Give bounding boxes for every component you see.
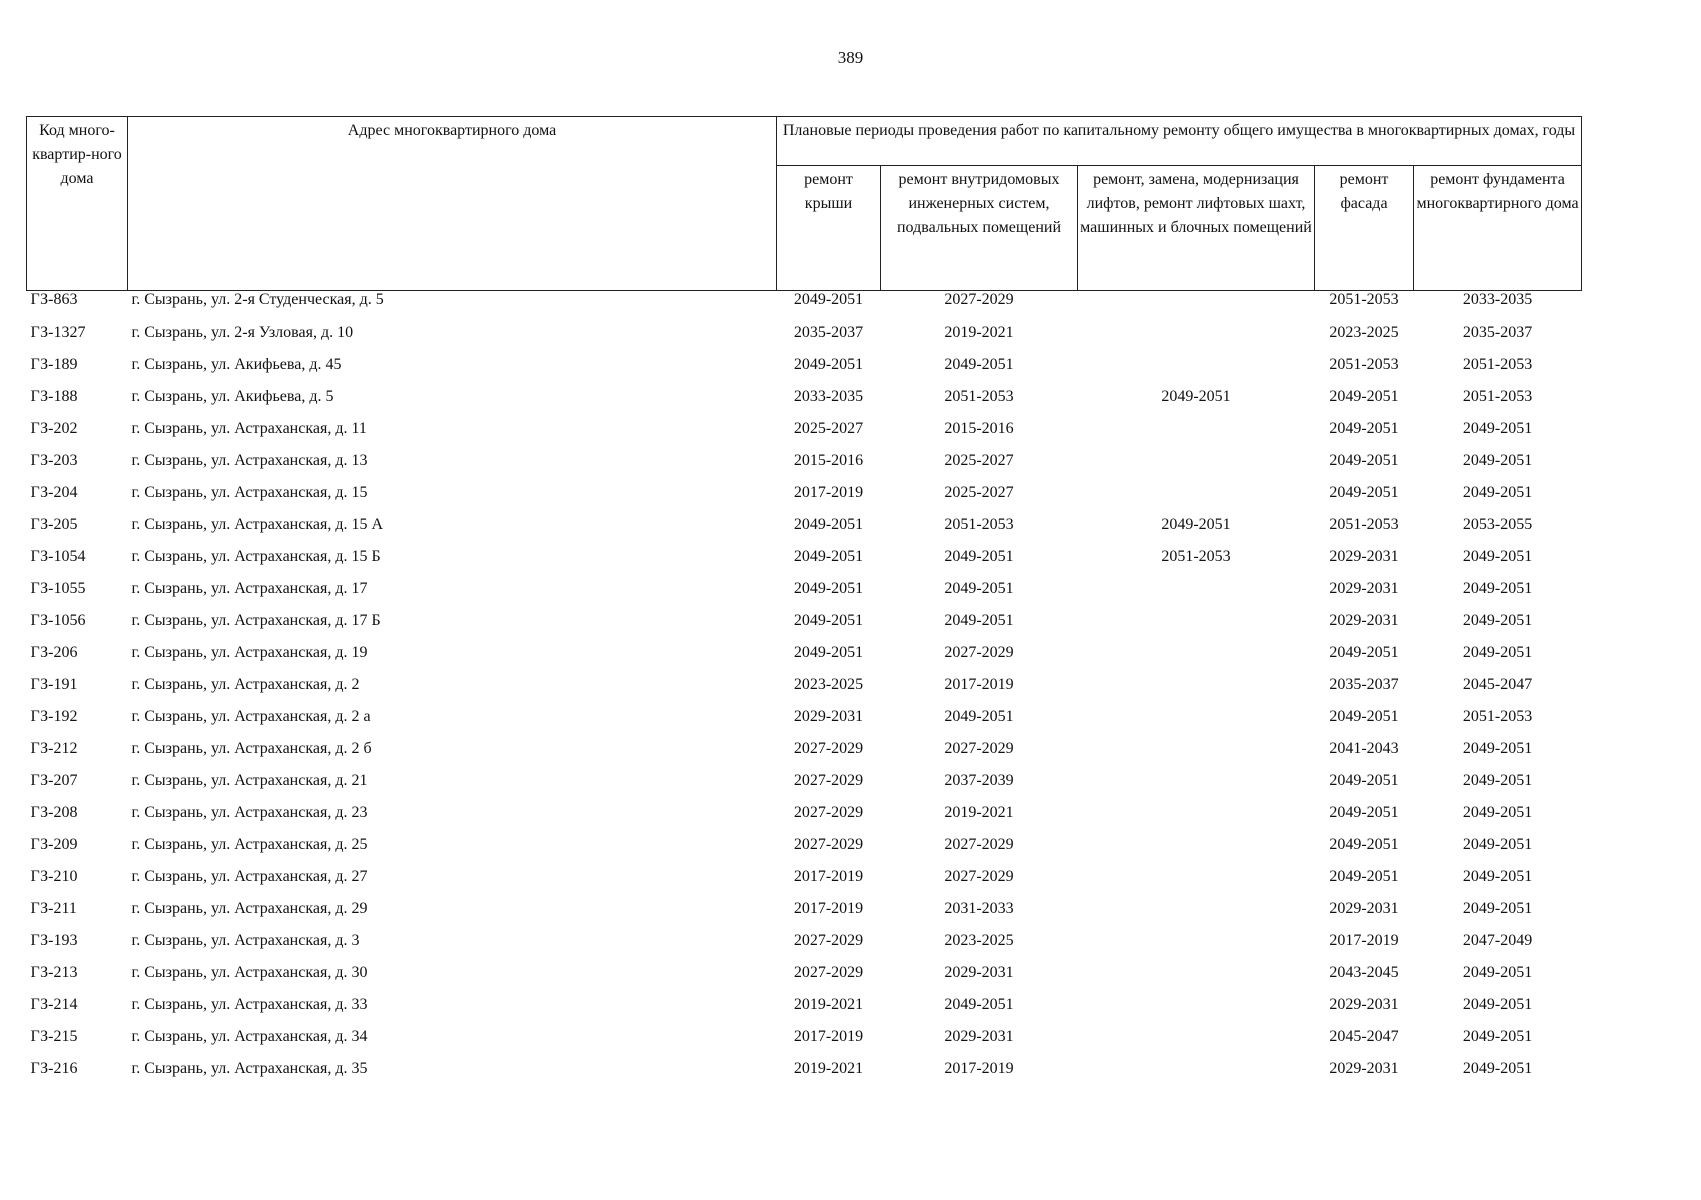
cell-elevators — [1078, 989, 1315, 1021]
cell-facade: 2049-2051 — [1329, 836, 1399, 853]
cell-address: г. Сызрань, ул. Астраханская, д. 33 — [131, 996, 368, 1013]
cell-code: ГЗ-212 — [30, 740, 78, 757]
table-row — [27, 765, 1582, 797]
cell-roof: 2019-2021 — [793, 996, 864, 1013]
cell-engineering: 2049-2051 — [944, 548, 1014, 565]
cell-address: г. Сызрань, ул. Акифьева, д. 45 — [131, 356, 342, 373]
cell-foundation: 2051-2053 — [1462, 708, 1533, 725]
cell-facade: 2051-2053 — [1329, 291, 1399, 308]
cell-engineering: 2025-2027 — [944, 452, 1014, 469]
cell-engineering: 2049-2051 — [944, 612, 1014, 629]
cell-engineering: 2049-2051 — [944, 996, 1014, 1013]
cell-code: ГЗ-204 — [30, 484, 78, 501]
cell-facade: 2051-2053 — [1329, 516, 1399, 533]
cell-roof: 2049-2051 — [793, 548, 864, 565]
cell-elevators — [1078, 605, 1315, 637]
cell-code: ГЗ-1327 — [30, 324, 86, 341]
cell-code: ГЗ-203 — [30, 452, 78, 469]
cell-roof: 2033-2035 — [793, 388, 864, 405]
table-row — [27, 477, 1582, 509]
table-row — [27, 989, 1582, 1021]
cell-elevators — [1078, 733, 1315, 765]
cell-facade: 2049-2051 — [1329, 772, 1399, 789]
table-row — [27, 1053, 1582, 1085]
cell-roof: 2019-2021 — [793, 1060, 864, 1077]
table-body — [27, 291, 1582, 1086]
cell-foundation: 2049-2051 — [1462, 804, 1533, 821]
cell-engineering: 2029-2031 — [944, 1028, 1014, 1045]
cell-facade: 2029-2031 — [1329, 1060, 1399, 1077]
cell-engineering: 2027-2029 — [944, 868, 1014, 885]
cell-engineering: 2049-2051 — [944, 708, 1014, 725]
cell-foundation: 2053-2055 — [1462, 516, 1533, 533]
cell-facade: 2029-2031 — [1329, 996, 1399, 1013]
cell-roof: 2027-2029 — [793, 772, 864, 789]
cell-address: г. Сызрань, ул. Астраханская, д. 2 — [131, 676, 360, 693]
cell-roof: 2027-2029 — [793, 804, 864, 821]
cell-code: ГЗ-215 — [30, 1028, 78, 1045]
cell-engineering: 2023-2025 — [944, 932, 1014, 949]
cell-elevators — [1078, 1053, 1315, 1085]
cell-elevators — [1078, 669, 1315, 701]
cell-elevators: 2051-2053 — [1161, 548, 1231, 565]
cell-engineering: 2019-2021 — [944, 804, 1014, 821]
cell-foundation: 2049-2051 — [1462, 580, 1533, 597]
cell-roof: 2017-2019 — [793, 900, 864, 917]
table-row — [27, 701, 1582, 733]
cell-foundation: 2049-2051 — [1462, 548, 1533, 565]
header-code: Код много-квартир-ного дома — [27, 117, 128, 291]
table-row — [27, 733, 1582, 765]
header-periods-group: Плановые периоды проведения работ по капитальному ремонту общего имущества в многоквартирных домах, годы — [777, 117, 1582, 166]
cell-code: ГЗ-211 — [30, 900, 77, 917]
cell-facade: 2041-2043 — [1329, 740, 1399, 757]
cell-code: ГЗ-210 — [30, 868, 78, 885]
cell-foundation: 2049-2051 — [1462, 1028, 1533, 1045]
cell-facade: 2051-2053 — [1329, 356, 1399, 373]
cell-roof: 2049-2051 — [793, 356, 864, 373]
cell-facade: 2049-2051 — [1329, 804, 1399, 821]
cell-foundation: 2047-2049 — [1462, 932, 1533, 949]
cell-code: ГЗ-863 — [30, 291, 78, 308]
table-row — [27, 797, 1582, 829]
cell-roof: 2029-2031 — [793, 708, 864, 725]
cell-address: г. Сызрань, ул. Астраханская, д. 35 — [131, 1060, 368, 1077]
table-row — [27, 317, 1582, 349]
cell-roof: 2049-2051 — [793, 580, 864, 597]
cell-foundation: 2051-2053 — [1462, 388, 1533, 405]
cell-code: ГЗ-206 — [30, 644, 78, 661]
header-facade: ремонт фасада — [1315, 166, 1414, 291]
cell-address: г. Сызрань, ул. 2-я Узловая, д. 10 — [131, 324, 354, 341]
cell-code: ГЗ-188 — [30, 388, 78, 405]
cell-address: г. Сызрань, ул. Астраханская, д. 17 Б — [131, 612, 381, 629]
cell-address: г. Сызрань, ул. Астраханская, д. 11 — [131, 420, 367, 437]
cell-engineering: 2049-2051 — [944, 580, 1014, 597]
cell-roof: 2027-2029 — [793, 932, 864, 949]
cell-facade: 2017-2019 — [1329, 932, 1399, 949]
cell-address: г. Сызрань, ул. Астраханская, д. 19 — [131, 644, 368, 661]
cell-facade: 2035-2037 — [1329, 676, 1399, 693]
cell-code: ГЗ-192 — [30, 708, 78, 725]
table-row — [27, 509, 1582, 541]
table-row — [27, 861, 1582, 893]
cell-code: ГЗ-214 — [30, 996, 78, 1013]
cell-facade: 2029-2031 — [1329, 548, 1399, 565]
cell-address: г. Сызрань, ул. Астраханская, д. 30 — [131, 964, 368, 981]
cell-elevators: 2049-2051 — [1161, 388, 1231, 405]
cell-address: г. Сызрань, ул. Астраханская, д. 34 — [131, 1028, 368, 1045]
cell-foundation: 2049-2051 — [1462, 612, 1533, 629]
cell-facade: 2029-2031 — [1329, 580, 1399, 597]
cell-address: г. Сызрань, ул. Астраханская, д. 21 — [131, 772, 368, 789]
cell-foundation: 2049-2051 — [1462, 740, 1533, 757]
table-row — [27, 349, 1582, 381]
cell-code: ГЗ-1055 — [30, 580, 86, 597]
cell-engineering: 2029-2031 — [944, 964, 1014, 981]
cell-facade: 2043-2045 — [1329, 964, 1399, 981]
cell-address: г. Сызрань, ул. Астраханская, д. 23 — [131, 804, 368, 821]
cell-elevators — [1078, 829, 1315, 861]
cell-foundation: 2051-2053 — [1462, 356, 1533, 373]
table-row — [27, 573, 1582, 605]
cell-engineering: 2015-2016 — [944, 420, 1014, 437]
cell-address: г. Сызрань, ул. Астраханская, д. 3 — [131, 932, 360, 949]
table-row — [27, 829, 1582, 861]
cell-engineering: 2049-2051 — [944, 356, 1014, 373]
header-engineering: ремонт внутридомовых инженерных систем, подвальных помещений — [881, 166, 1078, 291]
page-number: 389 — [837, 48, 864, 67]
cell-address: г. Сызрань, ул. Астраханская, д. 17 — [131, 580, 368, 597]
cell-code: ГЗ-209 — [30, 836, 78, 853]
cell-code: ГЗ-189 — [30, 356, 78, 373]
cell-engineering: 2031-2033 — [944, 900, 1014, 917]
cell-foundation: 2049-2051 — [1462, 836, 1533, 853]
cell-elevators — [1078, 1021, 1315, 1053]
cell-elevators — [1078, 291, 1315, 318]
cell-address: г. Сызрань, ул. Астраханская, д. 27 — [131, 868, 368, 885]
cell-engineering: 2027-2029 — [944, 291, 1014, 308]
cell-roof: 2049-2051 — [793, 644, 864, 661]
cell-roof: 2049-2051 — [793, 516, 864, 533]
cell-foundation: 2035-2037 — [1462, 324, 1533, 341]
cell-code: ГЗ-208 — [30, 804, 78, 821]
cell-address: г. Сызрань, ул. Астраханская, д. 15 А — [131, 516, 384, 533]
table-row — [27, 291, 1582, 318]
cell-facade: 2049-2051 — [1329, 484, 1399, 501]
cell-elevators — [1078, 317, 1315, 349]
cell-elevators — [1078, 413, 1315, 445]
cell-code: ГЗ-207 — [30, 772, 78, 789]
cell-foundation: 2049-2051 — [1462, 644, 1533, 661]
cell-foundation: 2049-2051 — [1462, 868, 1533, 885]
cell-roof: 2049-2051 — [793, 612, 864, 629]
cell-roof: 2017-2019 — [793, 868, 864, 885]
table-row — [27, 381, 1582, 413]
cell-engineering: 2037-2039 — [944, 772, 1014, 789]
header-address: Адрес многоквартирного дома — [128, 117, 777, 291]
cell-facade: 2049-2051 — [1329, 708, 1399, 725]
cell-elevators — [1078, 477, 1315, 509]
cell-elevators — [1078, 637, 1315, 669]
cell-foundation: 2049-2051 — [1462, 996, 1533, 1013]
cell-address: г. Сызрань, ул. 2-я Студенческая, д. 5 — [131, 291, 384, 308]
cell-elevators — [1078, 349, 1315, 381]
cell-address: г. Сызрань, ул. Астраханская, д. 2 б — [131, 740, 372, 757]
cell-elevators — [1078, 445, 1315, 477]
header-foundation: ремонт фундамента многоквартирного дома — [1414, 166, 1582, 291]
cell-roof: 2027-2029 — [793, 836, 864, 853]
cell-foundation: 2049-2051 — [1462, 772, 1533, 789]
table-row — [27, 1021, 1582, 1053]
cell-facade: 2049-2051 — [1329, 388, 1399, 405]
cell-engineering: 2017-2019 — [944, 1060, 1014, 1077]
cell-code: ГЗ-202 — [30, 420, 78, 437]
cell-foundation: 2049-2051 — [1462, 1060, 1533, 1077]
cell-foundation: 2049-2051 — [1462, 900, 1533, 917]
cell-engineering: 2017-2019 — [944, 676, 1014, 693]
cell-engineering: 2019-2021 — [944, 324, 1014, 341]
cell-facade: 2049-2051 — [1329, 420, 1399, 437]
cell-roof: 2027-2029 — [793, 740, 864, 757]
table-row — [27, 669, 1582, 701]
cell-elevators — [1078, 957, 1315, 989]
cell-engineering: 2051-2053 — [944, 516, 1014, 533]
cell-roof: 2017-2019 — [793, 1028, 864, 1045]
cell-foundation: 2033-2035 — [1462, 291, 1533, 308]
cell-foundation: 2049-2051 — [1462, 452, 1533, 469]
table-row — [27, 637, 1582, 669]
cell-code: ГЗ-205 — [30, 516, 78, 533]
table-row — [27, 925, 1582, 957]
table-header — [27, 117, 1582, 291]
cell-elevators — [1078, 861, 1315, 893]
cell-elevators — [1078, 893, 1315, 925]
cell-code: ГЗ-1054 — [30, 548, 86, 565]
cell-foundation: 2049-2051 — [1462, 484, 1533, 501]
table-row — [27, 893, 1582, 925]
cell-elevators — [1078, 573, 1315, 605]
cell-address: г. Сызрань, ул. Астраханская, д. 15 — [131, 484, 368, 501]
cell-facade: 2049-2051 — [1329, 644, 1399, 661]
cell-foundation: 2045-2047 — [1462, 676, 1533, 693]
cell-address: г. Сызрань, ул. Акифьева, д. 5 — [131, 388, 334, 405]
cell-roof: 2017-2019 — [793, 484, 864, 501]
cell-roof: 2015-2016 — [793, 452, 864, 469]
table-row — [27, 445, 1582, 477]
cell-address: г. Сызрань, ул. Астраханская, д. 25 — [131, 836, 368, 853]
cell-foundation: 2049-2051 — [1462, 964, 1533, 981]
cell-facade: 2049-2051 — [1329, 452, 1399, 469]
cell-foundation: 2049-2051 — [1462, 420, 1533, 437]
cell-roof: 2025-2027 — [793, 420, 864, 437]
cell-address: г. Сызрань, ул. Астраханская, д. 13 — [131, 452, 368, 469]
table-row — [27, 605, 1582, 637]
table-row — [27, 413, 1582, 445]
cell-elevators — [1078, 797, 1315, 829]
cell-engineering: 2027-2029 — [944, 644, 1014, 661]
cell-facade: 2049-2051 — [1329, 868, 1399, 885]
header-elevators: ремонт, замена, модернизация лифтов, ремонт лифтовых шахт, машинных и блочных помещений — [1078, 166, 1315, 291]
cell-code: ГЗ-191 — [30, 676, 78, 693]
cell-elevators: 2049-2051 — [1161, 516, 1231, 533]
cell-engineering: 2027-2029 — [944, 836, 1014, 853]
cell-code: ГЗ-193 — [30, 932, 78, 949]
cell-elevators — [1078, 765, 1315, 797]
cell-elevators — [1078, 701, 1315, 733]
cell-engineering: 2025-2027 — [944, 484, 1014, 501]
cell-roof: 2027-2029 — [793, 964, 864, 981]
table-row — [27, 541, 1582, 573]
cell-roof: 2023-2025 — [793, 676, 864, 693]
capital-repair-table — [26, 116, 1582, 1085]
cell-roof: 2049-2051 — [793, 291, 864, 308]
header-roof: ремонт крыши — [777, 166, 881, 291]
cell-facade: 2045-2047 — [1329, 1028, 1399, 1045]
cell-address: г. Сызрань, ул. Астраханская, д. 2 а — [131, 708, 371, 725]
cell-code: ГЗ-1056 — [30, 612, 86, 629]
cell-code: ГЗ-216 — [30, 1060, 78, 1077]
cell-facade: 2023-2025 — [1329, 324, 1399, 341]
cell-facade: 2029-2031 — [1329, 900, 1399, 917]
cell-elevators — [1078, 925, 1315, 957]
cell-engineering: 2027-2029 — [944, 740, 1014, 757]
table-row — [27, 957, 1582, 989]
cell-code: ГЗ-213 — [30, 964, 78, 981]
cell-address: г. Сызрань, ул. Астраханская, д. 29 — [131, 900, 368, 917]
cell-roof: 2035-2037 — [793, 324, 864, 341]
cell-address: г. Сызрань, ул. Астраханская, д. 15 Б — [131, 548, 381, 565]
cell-facade: 2029-2031 — [1329, 612, 1399, 629]
cell-engineering: 2051-2053 — [944, 388, 1014, 405]
